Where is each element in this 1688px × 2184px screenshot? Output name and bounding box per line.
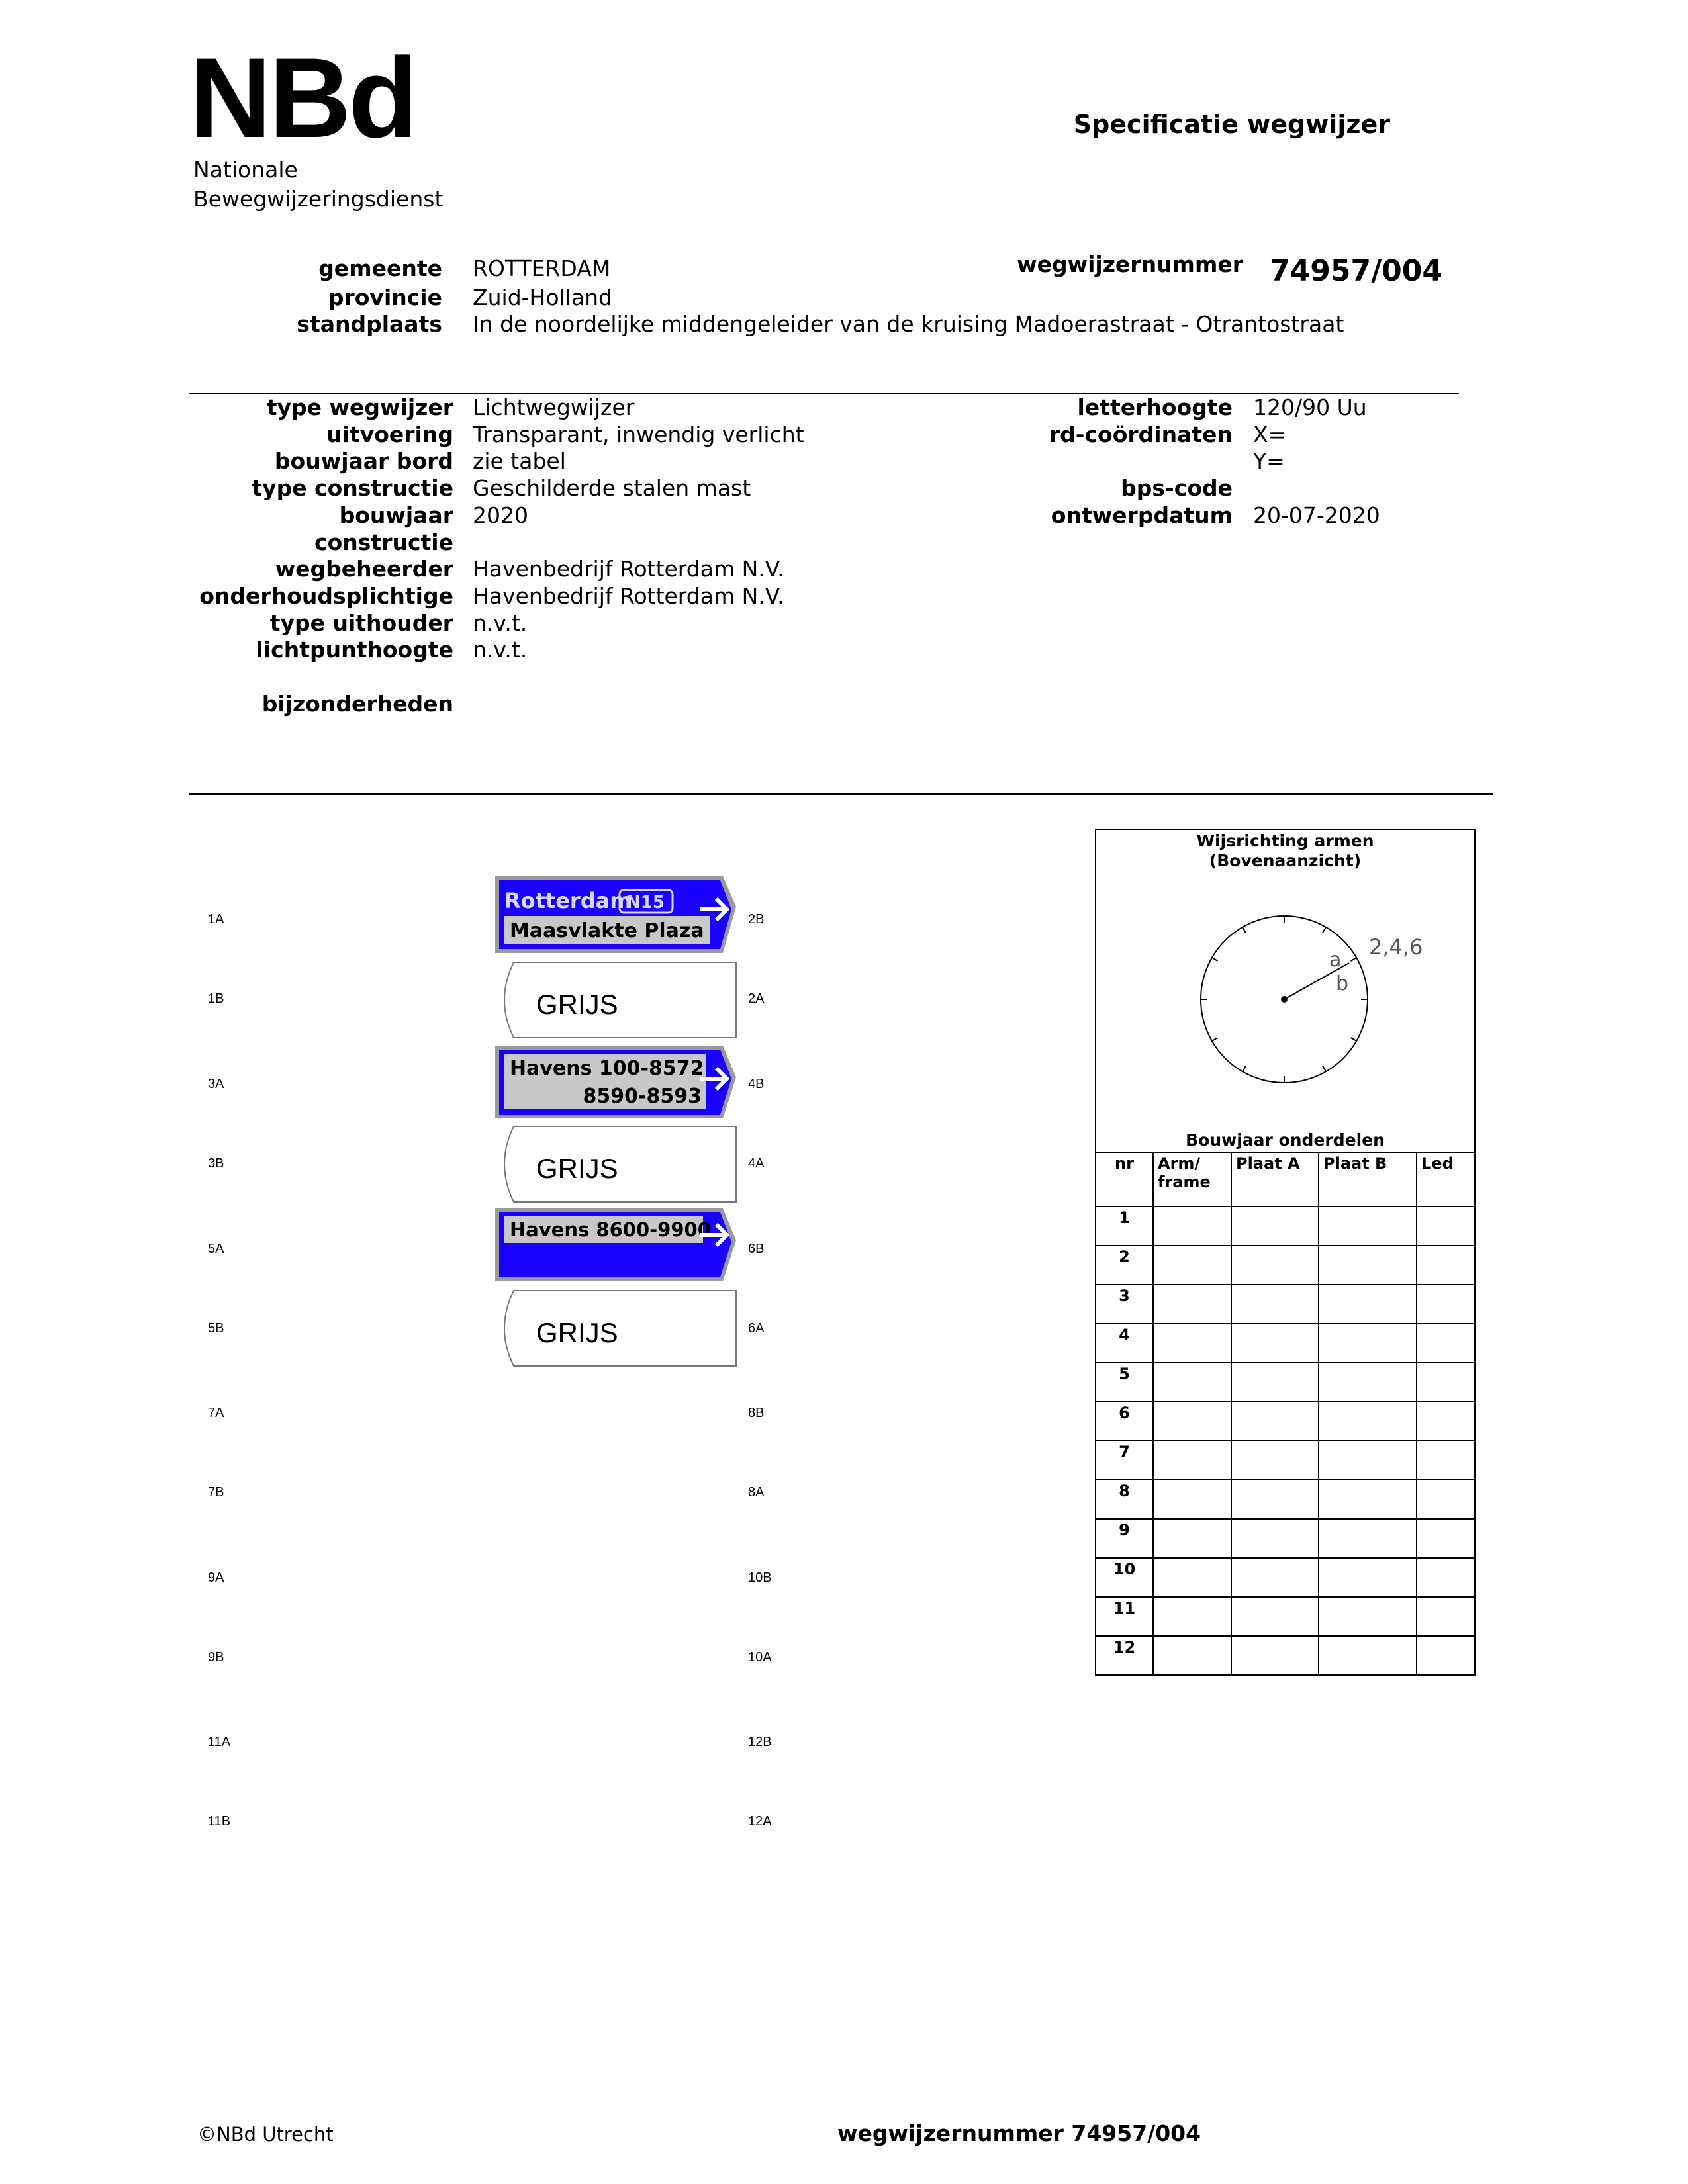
row-label-right: 10B bbox=[748, 1570, 772, 1585]
bouwjaar-row bbox=[1096, 1285, 1475, 1324]
sign-stack bbox=[490, 872, 741, 1369]
bouwjaar-cell bbox=[1153, 1519, 1231, 1558]
bouwjaar-cell bbox=[1153, 1363, 1231, 1402]
arm-numbers: 2,4,6 bbox=[1369, 934, 1423, 960]
row-label-right: 8A bbox=[748, 1485, 765, 1500]
compass-tick bbox=[1243, 927, 1246, 933]
spec-label: uitvoering bbox=[326, 422, 453, 447]
bouwjaar-cell bbox=[1231, 1206, 1319, 1246]
bouwjaar-row bbox=[1096, 1402, 1475, 1441]
provincie-label: provincie bbox=[328, 285, 442, 310]
bouwjaar-row bbox=[1096, 1480, 1475, 1519]
bouwjaar-cell bbox=[1319, 1519, 1417, 1558]
row-label-left: 3A bbox=[208, 1077, 224, 1091]
bouwjaar-cell bbox=[1319, 1402, 1417, 1441]
bouwjaar-cell bbox=[1153, 1402, 1231, 1441]
gemeente-label: gemeente bbox=[318, 255, 442, 281]
logo-line-2: Bewegwijzeringsdienst bbox=[193, 186, 444, 212]
bouwjaar-cell bbox=[1417, 1558, 1475, 1597]
bouwjaar-cell bbox=[1417, 1285, 1475, 1324]
bouwjaar-row bbox=[1096, 1324, 1475, 1363]
sign-3-line2: 8590-8593 bbox=[583, 1085, 702, 1108]
bouwjaar-cell bbox=[1231, 1363, 1319, 1402]
bouwjaar-cell bbox=[1417, 1480, 1475, 1519]
footer-nummer: wegwijzernummer 74957/004 bbox=[837, 2120, 1201, 2146]
bouwjaar-cell bbox=[1417, 1206, 1475, 1246]
row-label-left: 9A bbox=[208, 1570, 224, 1585]
row-label-left: 3B bbox=[208, 1156, 224, 1171]
sign-5 bbox=[495, 1208, 736, 1281]
spec-value: 2020 bbox=[473, 502, 528, 528]
gemeente-value: ROTTERDAM bbox=[473, 255, 611, 281]
spec-label: constructie bbox=[314, 529, 453, 555]
bouwjaar-cell bbox=[1319, 1246, 1417, 1285]
bouwjaar-cell bbox=[1231, 1402, 1319, 1441]
bouwjaar-row bbox=[1096, 1206, 1475, 1246]
spec-label: bouwjaar bbox=[339, 502, 453, 528]
bouwjaar-cell bbox=[1417, 1441, 1475, 1480]
bouwjaar-title: Bouwjaar onderdelen bbox=[1186, 1130, 1385, 1150]
bouwjaar-row-nr: 2 bbox=[1096, 1246, 1153, 1285]
sign-4-grey-label: GRIJS bbox=[536, 1153, 618, 1184]
bouwjaar-cell bbox=[1153, 1324, 1231, 1363]
compass-tick bbox=[1243, 1066, 1246, 1071]
spec-value: n.v.t. bbox=[473, 610, 528, 636]
row-label-left: 1A bbox=[208, 912, 224, 927]
row-label-right: 4B bbox=[748, 1077, 765, 1091]
row-label-right: 2A bbox=[748, 991, 765, 1006]
sign-2-grey bbox=[504, 962, 736, 1038]
bouwjaar-cell bbox=[1153, 1206, 1231, 1246]
standplaats-value: In de noordelijke middengeleider van de kruising Madoerastraat - Otrantostraat bbox=[473, 311, 1344, 337]
spec-value: Lichtwegwijzer bbox=[473, 394, 635, 420]
bouwjaar-cell bbox=[1319, 1636, 1417, 1675]
spec-label: onderhoudsplichtige bbox=[199, 583, 453, 609]
bouwjaar-cell bbox=[1319, 1480, 1417, 1519]
bouwjaar-cell bbox=[1231, 1285, 1319, 1324]
sign-1 bbox=[495, 876, 736, 953]
row-label-left: 11A bbox=[208, 1735, 231, 1749]
bouwjaar-cell bbox=[1231, 1558, 1319, 1597]
col-led: Led bbox=[1417, 1152, 1475, 1206]
row-label-right: 2B bbox=[748, 912, 765, 927]
spec-label: type uithouder bbox=[269, 610, 453, 636]
bouwjaar-cell bbox=[1319, 1558, 1417, 1597]
bouwjaar-cell bbox=[1231, 1441, 1319, 1480]
bouwjaar-cell bbox=[1417, 1519, 1475, 1558]
bouwjaar-row bbox=[1096, 1597, 1475, 1636]
nbd-logo: NBd bbox=[189, 34, 416, 161]
compass-diagram bbox=[1185, 907, 1423, 1099]
provincie-value: Zuid-Holland bbox=[473, 285, 612, 310]
bouwjaar-cell bbox=[1153, 1636, 1231, 1675]
bouwjaar-cell bbox=[1153, 1441, 1231, 1480]
compass-tick bbox=[1350, 958, 1356, 961]
arm-label-a: a bbox=[1329, 948, 1342, 972]
spec-value: Transparant, inwendig verlicht bbox=[473, 422, 804, 447]
row-label-right: 12B bbox=[748, 1735, 772, 1749]
bouwjaar-row-nr: 4 bbox=[1096, 1324, 1153, 1363]
document-title: Specificatie wegwijzer bbox=[1073, 110, 1390, 139]
row-label-left: 1B bbox=[208, 991, 224, 1006]
sign-3-line1: Havens 100-8572 bbox=[510, 1057, 704, 1080]
spec-right-value: 120/90 Uu bbox=[1253, 394, 1367, 420]
spec-label: wegbeheerder bbox=[275, 556, 453, 582]
bouwjaar-row-nr: 7 bbox=[1096, 1441, 1153, 1480]
col-plaat-a: Plaat A bbox=[1231, 1152, 1319, 1206]
row-label-left: 9B bbox=[208, 1650, 224, 1664]
spec-label: type constructie bbox=[252, 475, 453, 501]
row-label-right: 10A bbox=[748, 1650, 772, 1664]
arm-label-b: b bbox=[1336, 972, 1349, 995]
bouwjaar-row-nr: 9 bbox=[1096, 1519, 1153, 1558]
compass-tick bbox=[1212, 1038, 1218, 1041]
sign-3 bbox=[495, 1046, 736, 1118]
sign-2-grey-label: GRIJS bbox=[536, 989, 618, 1020]
bouwjaar-row-nr: 12 bbox=[1096, 1636, 1153, 1675]
sign-4-grey bbox=[504, 1126, 736, 1202]
wegwijzernummer-value: 74957/004 bbox=[1270, 254, 1442, 288]
bouwjaar-row-nr: 3 bbox=[1096, 1285, 1153, 1324]
row-label-right: 8B bbox=[748, 1406, 765, 1420]
row-label-right: 4A bbox=[748, 1156, 765, 1171]
bouwjaar-row bbox=[1096, 1636, 1475, 1675]
bouwjaar-row bbox=[1096, 1246, 1475, 1285]
wegwijzernummer-label: wegwijzernummer bbox=[1017, 251, 1243, 277]
bouwjaar-cell bbox=[1231, 1519, 1319, 1558]
bouwjaar-cell bbox=[1231, 1636, 1319, 1675]
row-label-left: 5B bbox=[208, 1321, 224, 1336]
bouwjaar-cell bbox=[1417, 1597, 1475, 1636]
sign-1-line2: Maasvlakte Plaza bbox=[510, 919, 704, 942]
bouwjaar-cell bbox=[1319, 1441, 1417, 1480]
standplaats-label: standplaats bbox=[297, 311, 442, 337]
col-plaat-b: Plaat B bbox=[1319, 1152, 1417, 1206]
bouwjaar-cell bbox=[1417, 1246, 1475, 1285]
row-label-right: 6B bbox=[748, 1242, 765, 1256]
spec-value: Havenbedrijf Rotterdam N.V. bbox=[473, 556, 784, 582]
bouwjaar-row bbox=[1096, 1441, 1475, 1480]
spec-value: Geschilderde stalen mast bbox=[473, 475, 751, 501]
row-label-left: 5A bbox=[208, 1242, 224, 1256]
row-label-left: 7B bbox=[208, 1485, 224, 1500]
bouwjaar-cell bbox=[1319, 1285, 1417, 1324]
bouwjaar-cell bbox=[1417, 1636, 1475, 1675]
sign-6-grey bbox=[504, 1291, 736, 1366]
bouwjaar-cell bbox=[1417, 1324, 1475, 1363]
bouwjaar-row bbox=[1096, 1519, 1475, 1558]
spec-right-label: bps-code bbox=[1121, 475, 1233, 501]
spec-right-value: X= bbox=[1253, 422, 1287, 447]
footer-copyright: ©NBd Utrecht bbox=[197, 2123, 334, 2146]
bouwjaar-cell bbox=[1231, 1246, 1319, 1285]
sign-5-line1: Havens 8600-9900 bbox=[510, 1218, 711, 1241]
bouwjaar-row-nr: 11 bbox=[1096, 1597, 1153, 1636]
row-label-right: 6A bbox=[748, 1321, 765, 1336]
bouwjaar-cell bbox=[1319, 1597, 1417, 1636]
divider-bottom bbox=[189, 793, 1493, 795]
spec-right-value: 20-07-2020 bbox=[1253, 502, 1380, 528]
bouwjaar-cell bbox=[1319, 1206, 1417, 1246]
bouwjaar-cell bbox=[1231, 1480, 1319, 1519]
bouwjaar-cell bbox=[1153, 1285, 1231, 1324]
bouwjaar-cell bbox=[1153, 1480, 1231, 1519]
bijzonderheden-label: bijzonderheden bbox=[261, 691, 453, 717]
compass-tick bbox=[1212, 958, 1218, 961]
spec-value: zie tabel bbox=[473, 448, 566, 474]
sign-1-line1: Rotterdam bbox=[504, 888, 632, 913]
spec-right-label: letterhoogte bbox=[1077, 394, 1233, 420]
wijsrichting-subtitle: (Bovenaanzicht) bbox=[1209, 851, 1362, 870]
compass-tick bbox=[1350, 1038, 1356, 1041]
spec-right-value: Y= bbox=[1253, 448, 1285, 474]
bouwjaar-row-nr: 6 bbox=[1096, 1402, 1153, 1441]
bouwjaar-header-row bbox=[1096, 1152, 1475, 1206]
bouwjaar-row bbox=[1096, 1363, 1475, 1402]
bouwjaar-cell bbox=[1231, 1597, 1319, 1636]
bouwjaar-cell bbox=[1319, 1324, 1417, 1363]
sign-1-badge: N15 bbox=[626, 893, 665, 913]
wijsrichting-title: Wijsrichting armen bbox=[1196, 831, 1374, 850]
bouwjaar-cell bbox=[1153, 1558, 1231, 1597]
row-label-right: 12A bbox=[748, 1814, 772, 1829]
bouwjaar-cell bbox=[1231, 1324, 1319, 1363]
bouwjaar-row-nr: 1 bbox=[1096, 1206, 1153, 1246]
bouwjaar-row-nr: 5 bbox=[1096, 1363, 1153, 1402]
compass-tick bbox=[1323, 1066, 1326, 1071]
col-nr: nr bbox=[1096, 1152, 1153, 1206]
bouwjaar-cell bbox=[1319, 1363, 1417, 1402]
bouwjaar-row-nr: 8 bbox=[1096, 1480, 1153, 1519]
logo-line-1: Nationale bbox=[193, 157, 298, 183]
col-arm-frame: Arm/ frame bbox=[1153, 1152, 1231, 1206]
compass-tick bbox=[1323, 927, 1326, 933]
spec-label: type wegwijzer bbox=[266, 394, 453, 420]
bouwjaar-cell bbox=[1153, 1597, 1231, 1636]
sign-6-grey-label: GRIJS bbox=[536, 1317, 618, 1348]
row-label-left: 11B bbox=[208, 1814, 231, 1829]
bouwjaar-table bbox=[1095, 1152, 1476, 1676]
bouwjaar-row bbox=[1096, 1558, 1475, 1597]
spec-value: n.v.t. bbox=[473, 637, 528, 662]
bouwjaar-cell bbox=[1417, 1363, 1475, 1402]
spec-label: lichtpunthoogte bbox=[256, 637, 453, 662]
bouwjaar-cell bbox=[1417, 1402, 1475, 1441]
spec-right-label: ontwerpdatum bbox=[1051, 502, 1233, 528]
spec-right-label: rd-coördinaten bbox=[1049, 422, 1233, 447]
spec-label: bouwjaar bord bbox=[274, 448, 453, 474]
row-label-left: 7A bbox=[208, 1406, 224, 1420]
bouwjaar-row-nr: 10 bbox=[1096, 1558, 1153, 1597]
spec-value: Havenbedrijf Rotterdam N.V. bbox=[473, 583, 784, 609]
bouwjaar-cell bbox=[1153, 1246, 1231, 1285]
